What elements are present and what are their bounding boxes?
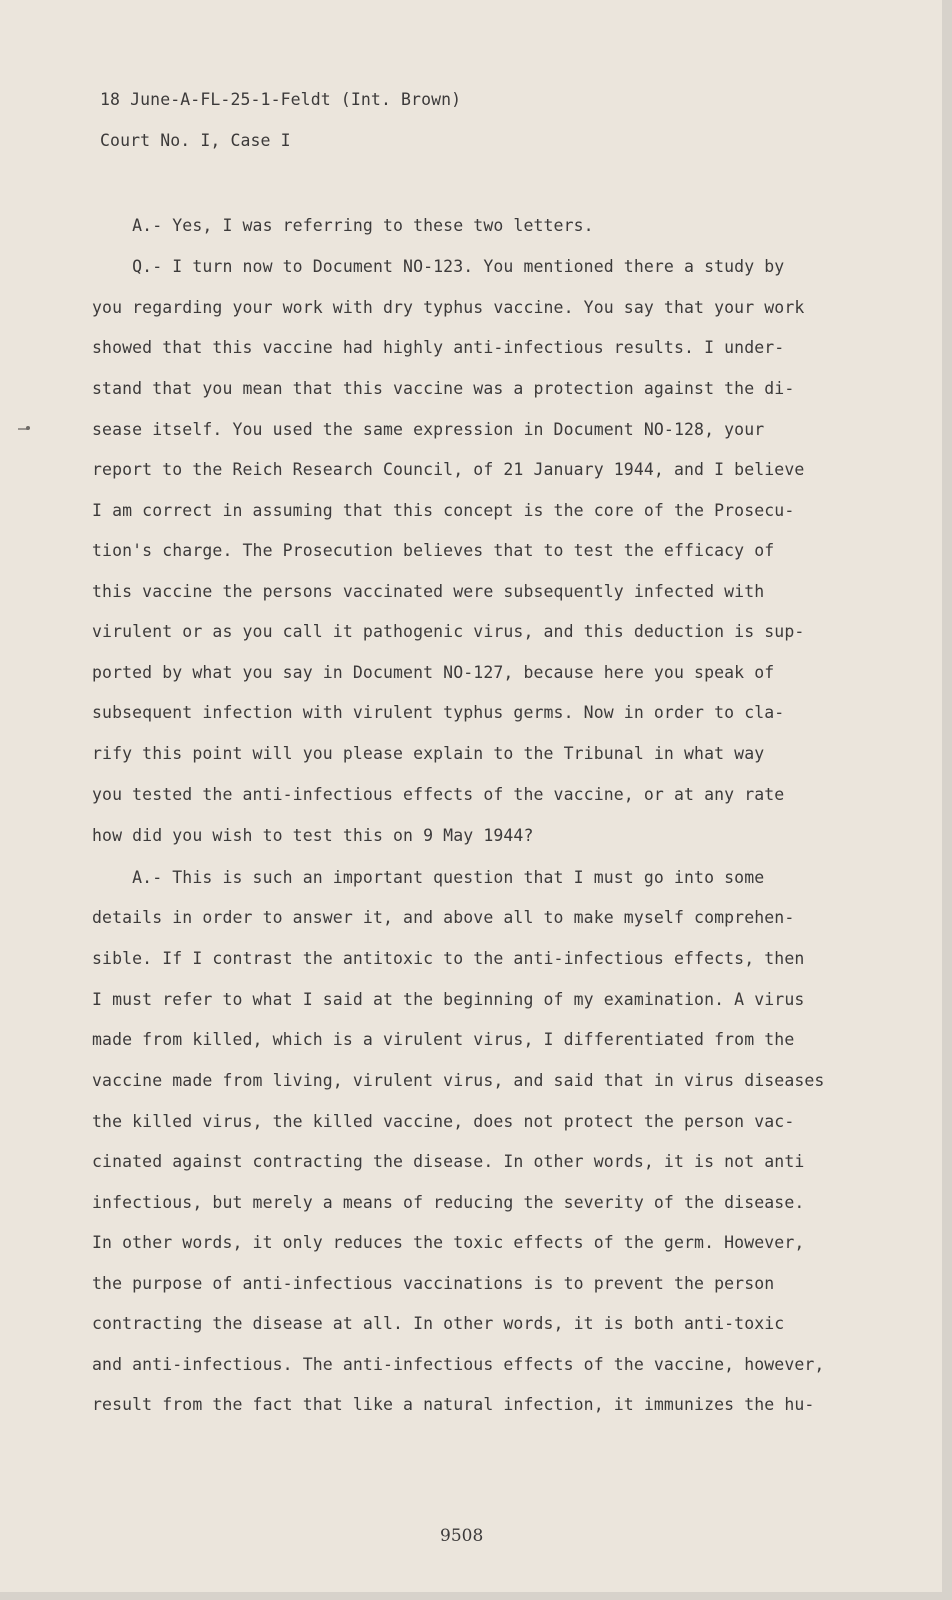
text-line: details in order to answer it, and above all to make myself comprehen- — [92, 908, 795, 927]
text-line: showed that this vaccine had highly anti-infectious results. I under- — [92, 338, 785, 357]
text-line: A.- This is such an important question that I must go into some — [92, 868, 765, 887]
text-line: you regarding your work with dry typhus vaccine. You say that your work — [92, 298, 805, 317]
text-line: I am correct in assuming that this concept is the core of the Prosecu- — [92, 501, 795, 520]
text-line: the killed virus, the killed vaccine, does not protect the person vac- — [92, 1112, 795, 1131]
text-line: you tested the anti-infectious effects of the vaccine, or at any rate — [92, 785, 785, 804]
text-line: vaccine made from living, virulent virus, and said that in virus diseases — [92, 1071, 825, 1090]
text-line: virulent or as you call it pathogenic virus, and this deduction is sup- — [92, 622, 805, 641]
text-line: cinated against contracting the disease. In other words, it is not anti — [92, 1152, 805, 1171]
text-line: tion's charge. The Prosecution believes that to test the efficacy of — [92, 541, 775, 560]
text-line: subsequent infection with virulent typhus germs. Now in order to cla- — [92, 703, 785, 722]
text-line: A.- Yes, I was referring to these two letters. — [92, 216, 594, 235]
text-line: this vaccine the persons vaccinated were subsequently infected with — [92, 582, 765, 601]
text-line: contracting the disease at all. In other words, it is both anti-toxic — [92, 1314, 785, 1333]
margin-dot-mark — [26, 426, 30, 430]
text-line: and anti-infectious. The anti-infectious effects of the vaccine, however, — [92, 1355, 825, 1374]
text-line: made from killed, which is a virulent virus, I differentiated from the — [92, 1030, 795, 1049]
document-reference: 18 June-A-FL-25-1-Feldt (Int. Brown) — [100, 90, 462, 109]
text-line: sease itself. You used the same expression in Document NO-128, your — [92, 420, 765, 439]
text-line: In other words, it only reduces the toxic effects of the germ. However, — [92, 1233, 805, 1252]
text-line: result from the fact that like a natural infection, it immunizes the hu- — [92, 1395, 815, 1414]
court-case-line: Court No. I, Case I — [100, 131, 291, 150]
text-line: ported by what you say in Document NO-127, because here you speak of — [92, 663, 775, 682]
text-line: the purpose of anti-infectious vaccinations is to prevent the person — [92, 1274, 775, 1293]
page-number: 9508 — [440, 1526, 484, 1546]
text-line: stand that you mean that this vaccine was a protection against the di- — [92, 379, 795, 398]
text-line: infectious, but merely a means of reducing the severity of the disease. — [92, 1193, 805, 1212]
text-line: rify this point will you please explain to the Tribunal in what way — [92, 744, 765, 763]
text-line: Q.- I turn now to Document NO-123. You mentioned there a study by — [92, 257, 785, 276]
text-line: sible. If I contrast the antitoxic to the anti-infectious effects, then — [92, 949, 805, 968]
text-line: report to the Reich Research Council, of 21 January 1944, and I believe — [92, 460, 805, 479]
text-line: I must refer to what I said at the beginning of my examination. A virus — [92, 990, 805, 1009]
text-line: how did you wish to test this on 9 May 1944? — [92, 826, 534, 845]
